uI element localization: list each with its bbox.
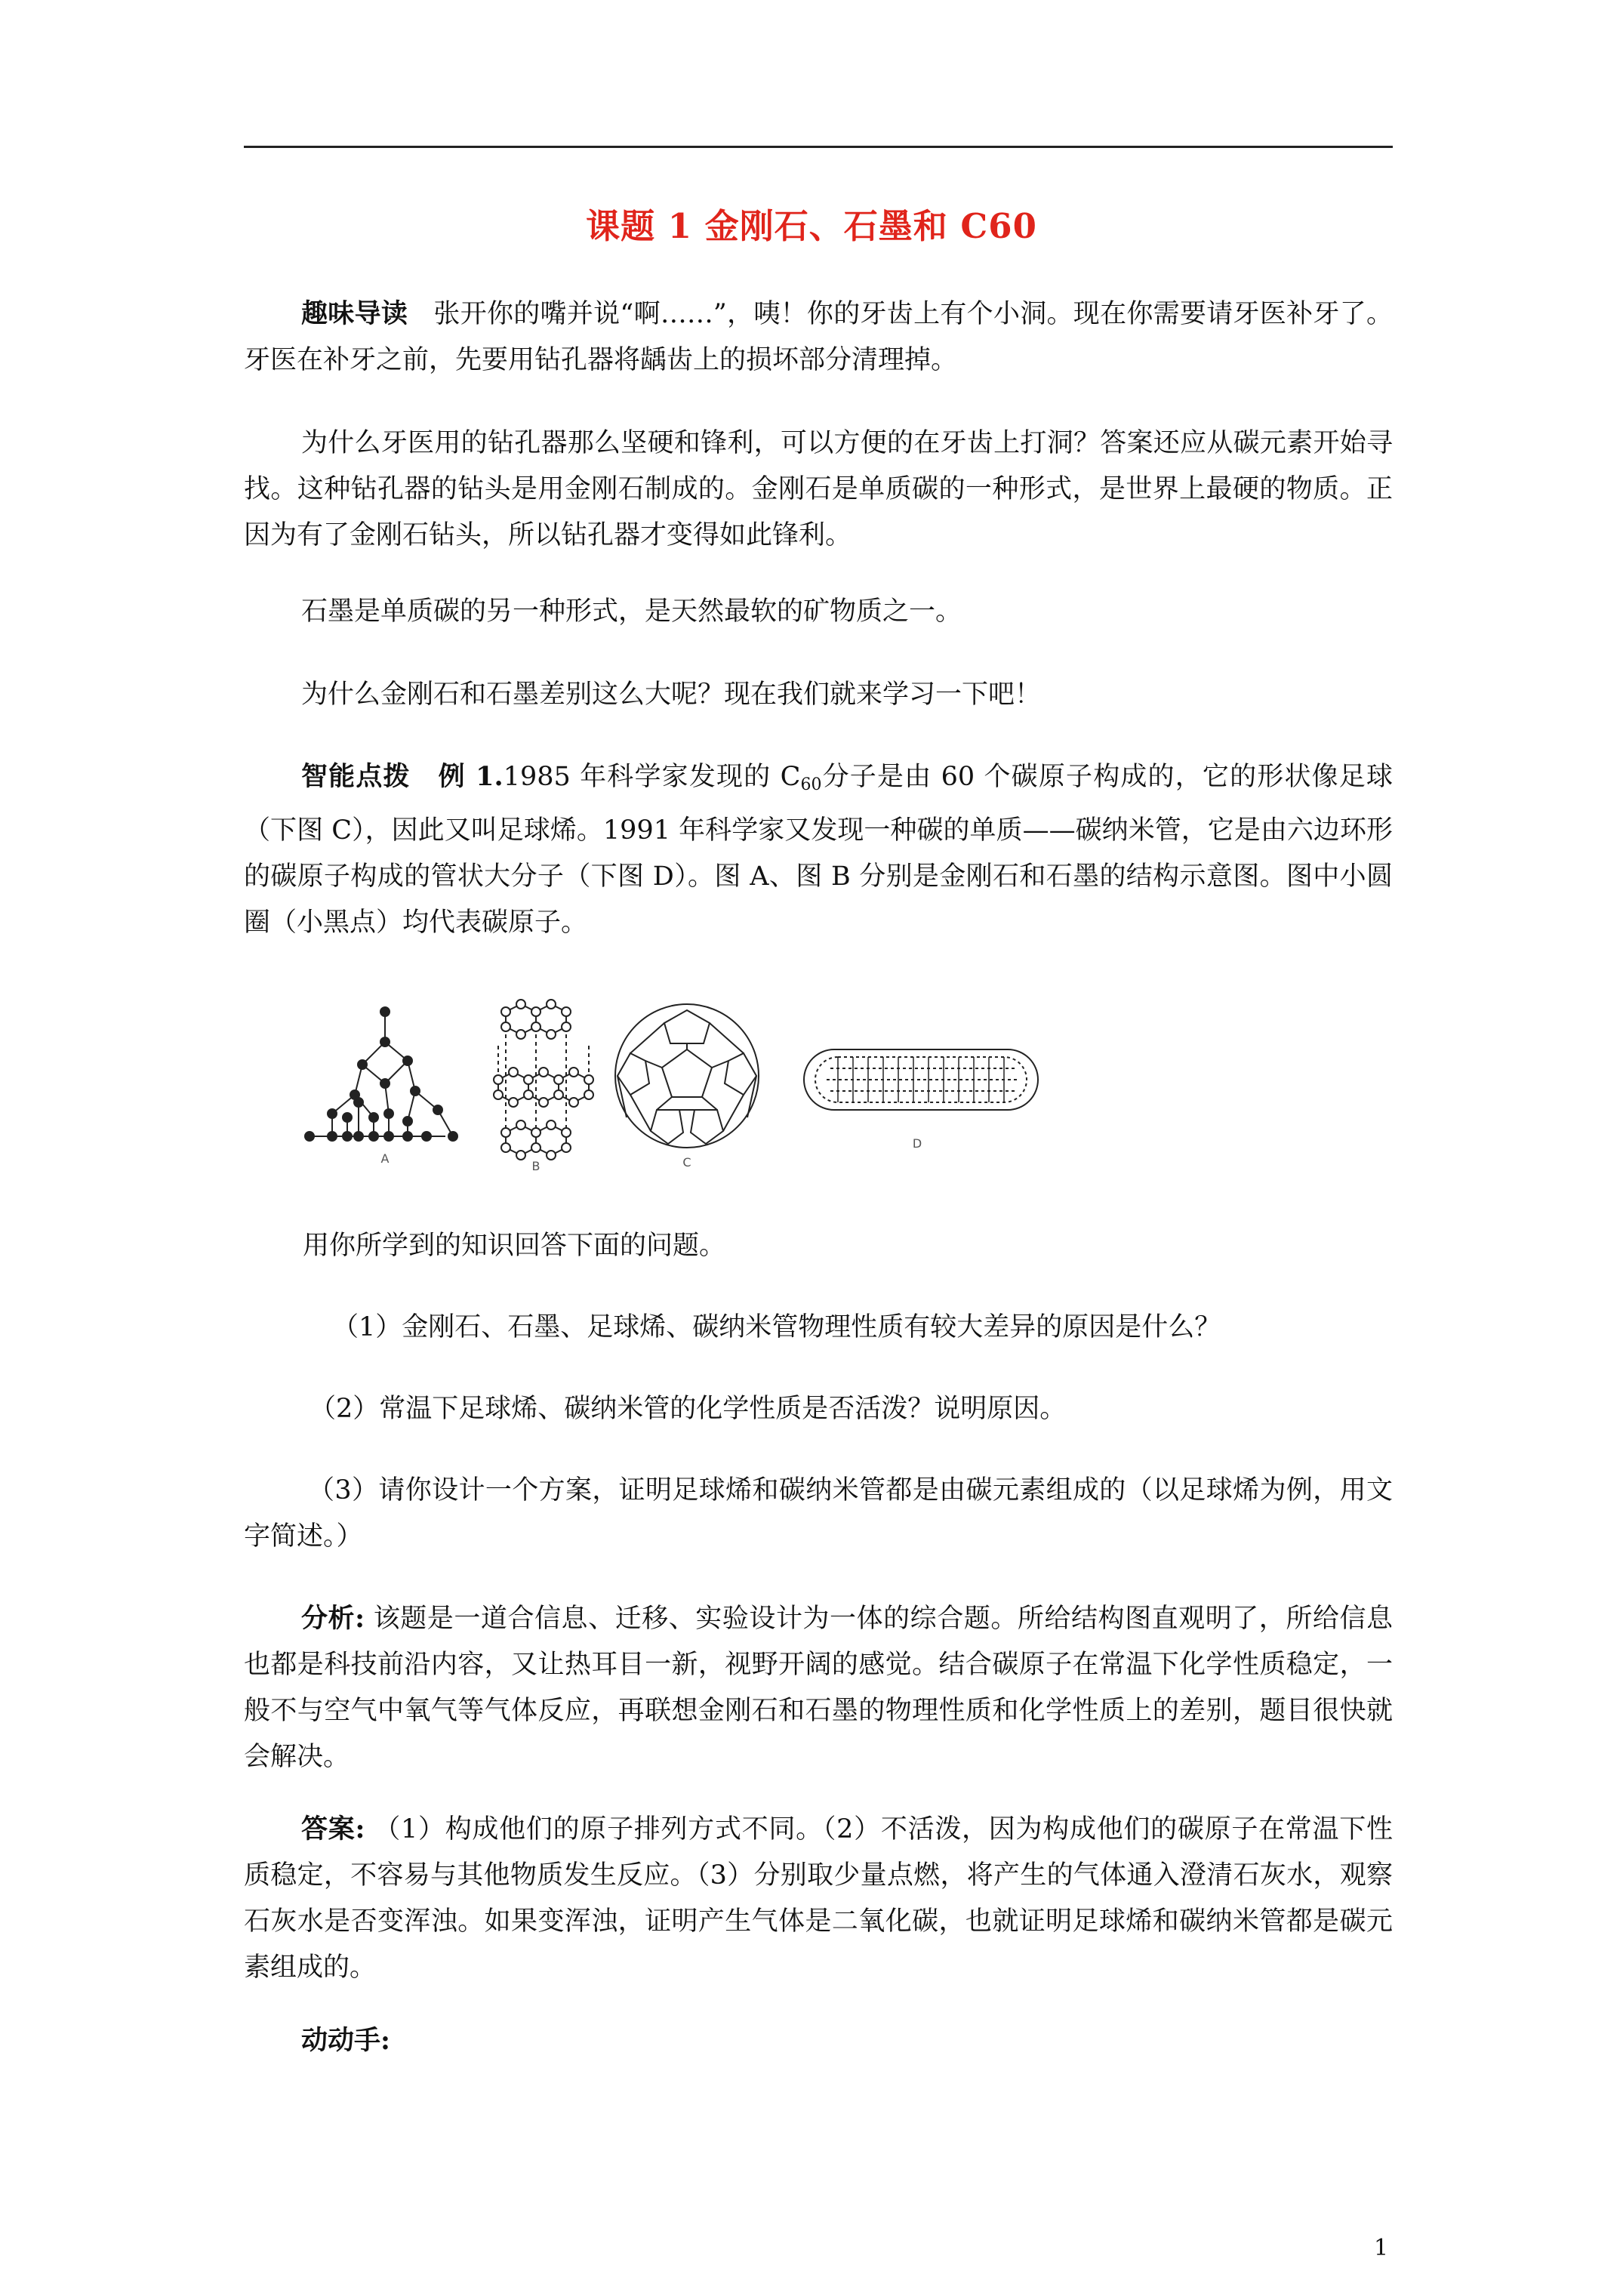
example-text-before: 1985 年科学家发现的 C [503, 762, 801, 792]
intro-lead: 趣味导读 [301, 298, 408, 329]
answer-text: （1）构成他们的原子排列方式不同。（2）不活泼，因为构成他们的碳原子在常温下性质稳定，不容易与其他物质发生反应。（3）分别取少量点燃，将产生的气体通入澄清石灰水，观察石灰水是否变浑浊。如果变浑浊，证明产生气体是二氧化碳，也就证明足球烯和碳纳米管都是碳元素组成的。 [244, 1814, 1393, 1983]
question-1: （1）金刚石、石墨、足球烯、碳纳米管物理性质有较大差异的原因是什么？ [332, 1312, 1221, 1342]
diamond-structure-diagram [305, 1007, 457, 1141]
c60-structure-diagram [615, 1004, 759, 1148]
carbon-structures-svg [302, 997, 1147, 1178]
page-number: 1 [1374, 2235, 1389, 2261]
intro-text: 张开你的嘴并说“啊……”，咦！你的牙齿上有个小洞。现在你需要请牙医补牙了。牙医在补牙之前，先要用钻孔器将龋齿上的损坏部分清理掉。 [244, 299, 1393, 375]
paragraph-2: 石墨是单质碳的另一种形式，是天然最软的矿物质之一。 [301, 596, 962, 627]
analysis-lead: 分析: [301, 1603, 365, 1634]
example-paragraph [244, 754, 1393, 946]
intro-paragraph [244, 291, 1393, 384]
analysis-paragraph [244, 1595, 1393, 1780]
paragraph-3: 为什么金刚石和石墨差别这么大呢？现在我们就来学习一下吧！ [301, 680, 1042, 710]
nanotube-structure-diagram [804, 1049, 1038, 1110]
figure-label-d: D [912, 1136, 922, 1151]
page-title: 课题 1 金刚石、石墨和 C60 [586, 206, 1037, 246]
c60-subscript: 60 [800, 775, 822, 794]
analysis-text: 该题是一道合信息、迁移、实验设计为一体的综合题。所给结构图直观明了，所给信息也都是科技前沿内容，又让热耳目一新，视野开阔的感觉。结合碳原子在常温下化学性质稳定，一般不与空气中氧气等气体反应，再联想金刚石和石墨的物理性质和化学性质上的差别，题目很快就会解决。 [244, 1604, 1393, 1772]
answer-paragraph [244, 1806, 1393, 1991]
carbon-structures-figure [302, 997, 1147, 1178]
figure-label-c: C [682, 1155, 691, 1170]
graphite-structure-diagram [494, 1000, 593, 1160]
header-rule [244, 146, 1393, 148]
question-2: （2）常温下足球烯、碳纳米管的化学性质是否活泼？说明原因。 [310, 1394, 1067, 1424]
question-intro: 用你所学到的知识回答下面的问题。 [303, 1231, 726, 1261]
hands-on-heading: 动动手: [301, 2025, 390, 2056]
example-text-after: 分子是由 60 个碳原子构成的，它的形状像足球（下图 C），因此又叫足球烯。1991 年科学家又发现一种碳的单质——碳纳米管，它是由六边环形的碳原子构成的管状大分子（下图 D）。图 A、图 B 分别是金刚石和石墨的结构示意图。图中小圆圈（小黑点）均代表碳原子。 [244, 762, 1393, 938]
example-lead: 智能点拨 [301, 761, 411, 792]
example-label: 例 1. [438, 761, 504, 792]
question-3: （3）请你设计一个方案，证明足球烯和碳纳米管都是由碳元素组成的（以足球烯为例，用文字简述。） [244, 1475, 1393, 1552]
figure-label-a: A [380, 1151, 390, 1166]
paragraph-1: 为什么牙医用的钻孔器那么坚硬和锋利，可以方便的在牙齿上打洞？答案还应从碳元素开始寻找。这种钻孔器的钻头是用金刚石制成的。金刚石是单质碳的一种形式，是世界上最硬的物质。正因为有了金刚石钻头，所以钻孔器才变得如此锋利。 [244, 428, 1393, 550]
figure-label-b: B [531, 1159, 540, 1173]
answer-lead: 答案: [301, 1814, 365, 1845]
